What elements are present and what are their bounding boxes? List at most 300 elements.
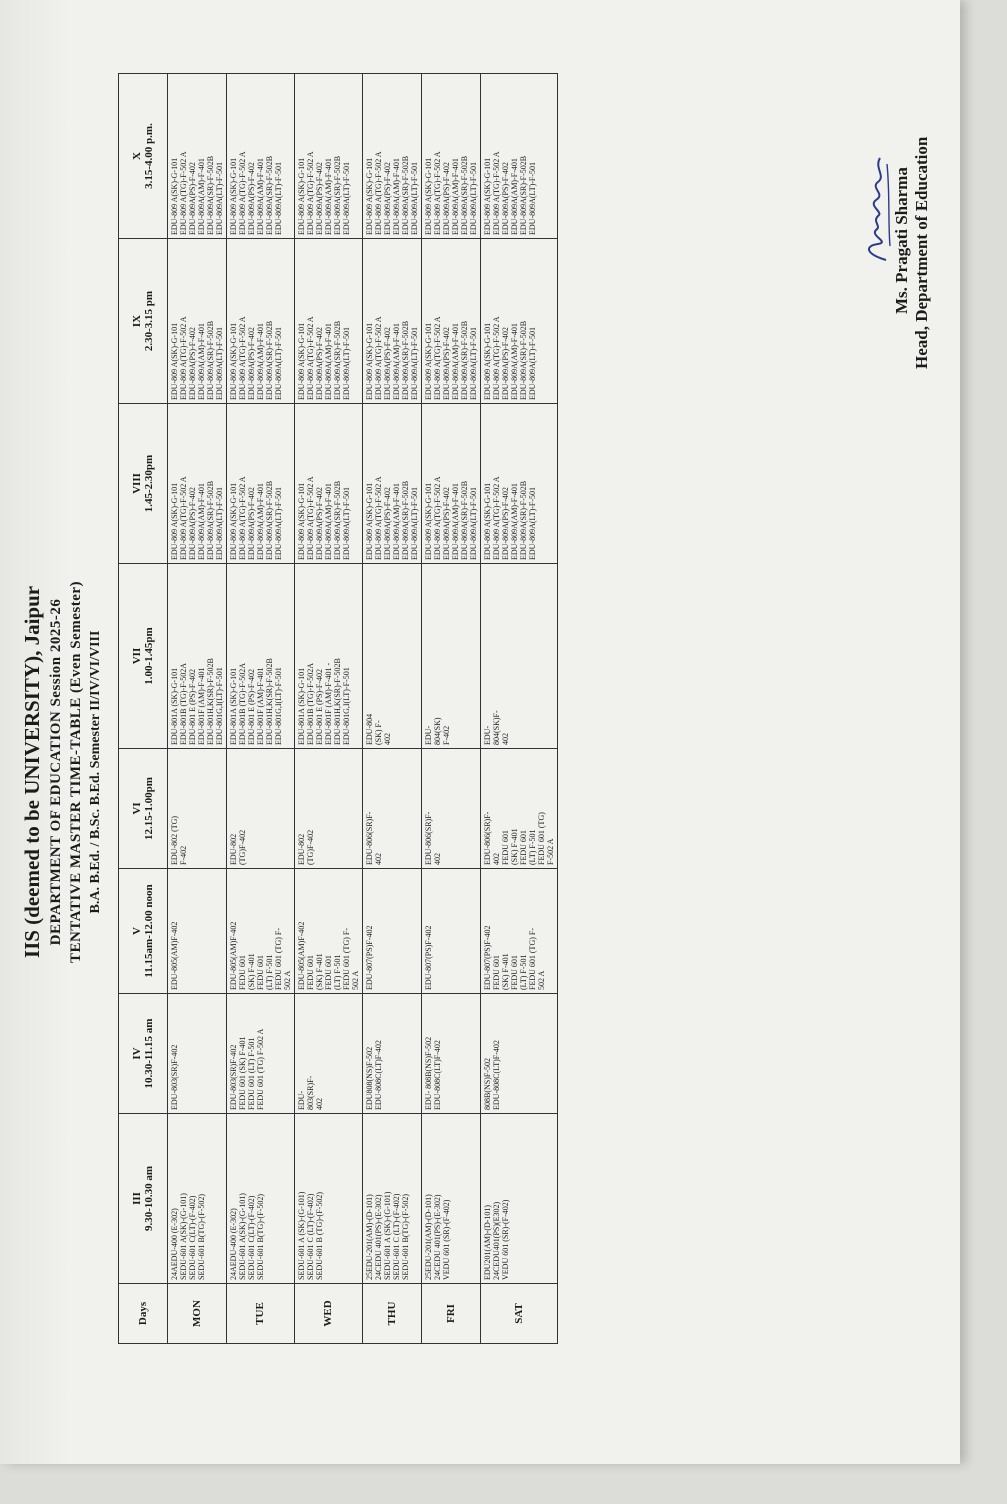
- schedule-entry: SEDU-601 B(TG)-(F-502): [197, 1194, 206, 1280]
- schedule-entry: EDU-807(PS)F-402: [424, 925, 433, 990]
- schedule-entry: EDU-809 A(SK)-G-101: [229, 322, 238, 400]
- schedule-entry: EDU-801G,I(LT)-F-501: [274, 667, 283, 745]
- schedule-entry: EDU-806(SR)F-: [424, 811, 433, 865]
- schedule-entry: SEDU-601 A (SK)-(G-101): [297, 1191, 306, 1280]
- schedule-entry: EDU-809 A(TG)-F-502 A: [492, 476, 501, 560]
- schedule-entry: 402: [433, 853, 442, 865]
- schedule-entry: EDU-809 A(SK)-G-101: [170, 322, 179, 400]
- schedule-entry: (LT) F-501: [265, 954, 274, 990]
- schedule-cell: [295, 239, 363, 404]
- schedule-entry: FEDU 601 (SK) F-401: [238, 1036, 247, 1110]
- schedule-entry: EDU-801H,K(SR)-F-502B: [265, 658, 274, 745]
- schedule-entry: FEDU 601 (TG): [537, 812, 546, 865]
- schedule-entry: EDU-809A(LT)-F-501: [528, 326, 537, 400]
- schedule-entry: EDU-809A(LT)-F-501: [342, 326, 351, 400]
- schedule-entry: EDU-801A (SK)-G-101: [170, 667, 179, 745]
- schedule-entry: EDU-809A(LT)-F-501: [410, 326, 419, 400]
- schedule-entry: EDU-802 (TG): [170, 815, 179, 865]
- day-cell: WED: [295, 1284, 363, 1344]
- schedule-entry: EDU-809A(LT)-F-501: [274, 326, 283, 400]
- schedule-entry: EDU-809A(AM)-F-401: [392, 323, 401, 400]
- schedule-entry: EDU-809A(SR)-F-502B: [519, 155, 528, 235]
- schedule-entry: EDU-801B (TG)-F-502A: [306, 663, 315, 745]
- schedule-entry: FEDU 601: [324, 955, 333, 990]
- schedule-cell: [295, 564, 363, 749]
- schedule-cell: [422, 404, 481, 564]
- day-cell: TUE: [227, 1284, 295, 1344]
- schedule-entry: EDU-809A(SR)-F-502B: [333, 320, 342, 400]
- timetable-body: [168, 74, 558, 1344]
- period-header: [119, 239, 168, 404]
- schedule-entry: (SK) F-401: [510, 828, 519, 865]
- schedule-entry: EDU-808C(LT)F-402: [433, 1040, 442, 1110]
- period-header: [119, 564, 168, 749]
- schedule-entry: EDU-809 A(SK)-G-101: [483, 482, 492, 560]
- schedule-entry: EDU-809A(PS)-F-402: [315, 487, 324, 560]
- header-row: [119, 74, 168, 1344]
- schedule-entry: FEDU 601 (TG) F-: [342, 928, 351, 990]
- schedule-entry: EDU-809 A(TG)-F-502 A: [374, 316, 383, 400]
- schedule-entry: EDU-809A(SR)-F-502B: [265, 480, 274, 560]
- schedule-entry: VEDU 601 (SR)-(F-402): [442, 1199, 451, 1280]
- schedule-entry: EDU-809 A(TG)-F-502 A: [433, 476, 442, 560]
- schedule-entry: (TG)F-402: [238, 829, 247, 865]
- schedule-entry: EDU-801H,K(SR)-F-502B: [206, 658, 215, 745]
- schedule-entry: EDU-809 A(TG)-F-502 A: [433, 316, 442, 400]
- schedule-cell: [422, 564, 481, 749]
- schedule-cell: [227, 869, 295, 994]
- schedule-entry: 24CEDU 401(PS)-(E-302): [433, 1194, 442, 1280]
- schedule-entry: EDU-805(AM)F-402: [170, 921, 179, 990]
- schedule-cell: [363, 239, 422, 404]
- timetable-title: TENTATIVE MASTER TIME-TABLE (Even Semester): [68, 580, 84, 964]
- schedule-entry: EDU-809A(SR)-F-502B: [519, 480, 528, 560]
- schedule-entry: EDU-809 A(SK)-G-101: [170, 157, 179, 235]
- schedule-entry: EDU-804: [365, 713, 374, 745]
- period-header: [119, 994, 168, 1114]
- schedule-entry: EDU-809A(PS)-F-402: [315, 162, 324, 235]
- programme-title: B.A. B.Ed. / B.Sc. B.Ed. Semester II/IV/VI/VIII: [88, 630, 103, 914]
- schedule-entry: EDU-809A(PS)-F-402: [442, 487, 451, 560]
- schedule-entry: VEDU 601 (SR)-(F-402): [501, 1199, 510, 1280]
- schedule-entry: SEDU-601 B(TG)-(F-502): [401, 1194, 410, 1280]
- schedule-entry: EDU-809 A(TG)-F-502 A: [179, 476, 188, 560]
- schedule-entry: EDU-809A(LT)-F-501: [342, 161, 351, 235]
- schedule-entry: EDU-809 A(TG)-F-502 A: [433, 151, 442, 235]
- schedule-entry: EDU-809A(SR)-F-502B: [333, 155, 342, 235]
- schedule-entry: EDU808(NS)F-502: [365, 1046, 374, 1110]
- schedule-entry: FEDU 601: [510, 955, 519, 990]
- schedule-entry: EDU-809A(PS)-F-402: [188, 162, 197, 235]
- schedule-entry: EDU-809A(AM)-F-401: [324, 158, 333, 235]
- schedule-entry: 804(SK)F-: [492, 710, 501, 745]
- schedule-entry: EDU-809A(LT)-F-501: [528, 161, 537, 235]
- schedule-entry: EDU-809 A(SK)-G-101: [365, 482, 374, 560]
- day-cell: MON: [168, 1284, 227, 1344]
- schedule-entry: EDU-809 A(TG)-F-502 A: [238, 316, 247, 400]
- schedule-entry: EDU-809A(AM)-F-401: [324, 483, 333, 560]
- signature-scrawl: [860, 154, 896, 264]
- schedule-cell: [295, 1114, 363, 1284]
- day-cell: THU: [363, 1284, 422, 1344]
- schedule-entry: EDU-809A(AM)-F-401: [197, 323, 206, 400]
- schedule-entry: 808B(NS)F-502: [483, 1057, 492, 1110]
- schedule-entry: SEDU-601 A(SK)-(G-101): [179, 1193, 188, 1280]
- schedule-entry: (SK) F-401: [501, 953, 510, 990]
- schedule-entry: EDU-809 A(SK)-G-101: [483, 322, 492, 400]
- schedule-entry: EDU-809 A(SK)-G-101: [483, 157, 492, 235]
- schedule-entry: EDU-809 A(TG)-F-502 A: [492, 151, 501, 235]
- schedule-entry: 24CEDU401(PS)(E302): [492, 1201, 501, 1280]
- schedule-entry: EDU-809 A(SK)-G-101: [424, 482, 433, 560]
- schedule-cell: [168, 994, 227, 1114]
- schedule-entry: EDU-809A(AM)-F-401: [256, 158, 265, 235]
- schedule-entry: SEDU-601 C(LT)-(F-402): [247, 1195, 256, 1280]
- schedule-cell: [363, 994, 422, 1114]
- day-cell: SAT: [481, 1284, 558, 1344]
- schedule-entry: EDU-809A(PS)-F-402: [383, 327, 392, 400]
- schedule-entry: EDU-809A(LT)-F-501: [215, 161, 224, 235]
- schedule-entry: EDU- 808B(NS)F-502: [424, 1036, 433, 1110]
- schedule-entry: EDU-805(AM)F-402: [229, 921, 238, 990]
- schedule-cell: [168, 239, 227, 404]
- schedule-entry: SEDU-601 C (LT)-(F-402): [306, 1193, 315, 1280]
- schedule-cell: [295, 994, 363, 1114]
- schedule-entry: EDU-809A(PS)-F-402: [442, 162, 451, 235]
- period-roman: IV: [131, 1047, 143, 1060]
- schedule-entry: 24CEDU 401(PS)-(E-302): [374, 1194, 383, 1280]
- schedule-entry: EDU-809A(AM)-F-401: [197, 483, 206, 560]
- schedule-entry: EDU-809A(LT)-F-501: [528, 486, 537, 560]
- schedule-entry: EDU-808C(LT)F-402: [492, 1040, 501, 1110]
- schedule-entry: (SK) F-401: [247, 953, 256, 990]
- schedule-entry: F-502 A: [546, 838, 555, 865]
- schedule-entry: EDU-809 A(SK)-G-101: [229, 157, 238, 235]
- schedule-entry: EDU-809A(LT)-F-501: [410, 486, 419, 560]
- schedule-entry: EDU-: [297, 1090, 306, 1110]
- schedule-entry: EDU-801B (TG)-F-502A: [238, 663, 247, 745]
- schedule-entry: EDU-809A(AM)-F-401: [510, 158, 519, 235]
- schedule-entry: EDU-809 A(TG)-F-502 A: [306, 151, 315, 235]
- schedule-entry: EDU-809A(PS)-F-402: [188, 487, 197, 560]
- schedule-entry: EDU-809A(PS)-F-402: [501, 327, 510, 400]
- table-row: [295, 74, 363, 1344]
- schedule-entry: SEDU-601 A(SK)-(G-101): [238, 1193, 247, 1280]
- signatory-name: Ms. Pragati Sharma: [892, 167, 911, 314]
- schedule-entry: EDU-809A(SR)-F-502B: [401, 320, 410, 400]
- schedule-cell: [481, 869, 558, 994]
- period-roman: IX: [131, 314, 143, 328]
- schedule-cell: [227, 994, 295, 1114]
- schedule-entry: EDU-809A(AM)-F-401: [451, 158, 460, 235]
- schedule-cell: [168, 564, 227, 749]
- schedule-cell: [481, 994, 558, 1114]
- signatory-role: Head, Department of Education: [912, 136, 931, 369]
- schedule-entry: SEDU-601 B(TG)-(F-502): [256, 1194, 265, 1280]
- timetable-grid: [118, 73, 558, 1344]
- schedule-cell: [227, 404, 295, 564]
- schedule-entry: EDU-809A(LT)-F-501: [215, 326, 224, 400]
- schedule-entry: EDU-809A(LT)-F-501: [469, 161, 478, 235]
- schedule-entry: SEDU-601 A (SK)-(G-101): [383, 1191, 392, 1280]
- schedule-entry: F-402: [442, 725, 451, 745]
- schedule-cell: [168, 74, 227, 239]
- schedule-entry: EDU-801H,K(SR)-F-502B: [333, 658, 342, 745]
- schedule-entry: (TG)F-402: [306, 829, 315, 865]
- schedule-entry: EDU-: [424, 725, 433, 745]
- schedule-entry: SEDU-601 C (LT)-(F-402): [392, 1193, 401, 1280]
- schedule-cell: [422, 749, 481, 869]
- schedule-entry: FEDU 601: [519, 830, 528, 865]
- schedule-cell: [227, 1114, 295, 1284]
- schedule-cell: [481, 1114, 558, 1284]
- schedule-entry: EDU-801 E (PS)-F-402: [315, 669, 324, 745]
- schedule-entry: EDU-809A(LT)-F-501: [215, 486, 224, 560]
- schedule-entry: EDU-809A(AM)-F-401: [510, 483, 519, 560]
- period-header: [119, 404, 168, 564]
- schedule-entry: EDU-809A(PS)-F-402: [315, 327, 324, 400]
- schedule-entry: EDU-809A(PS)-F-402: [501, 162, 510, 235]
- schedule-entry: FEDU 601: [492, 955, 501, 990]
- schedule-entry: EDU-809 A(TG)-F-502 A: [374, 476, 383, 560]
- schedule-entry: EDU-809 A(SK)-G-101: [297, 322, 306, 400]
- schedule-entry: EDU-801 E (PS)-F-402: [188, 669, 197, 745]
- period-time: 11.15am-12.00 noon: [143, 884, 155, 978]
- schedule-cell: [363, 869, 422, 994]
- schedule-cell: [422, 994, 481, 1114]
- schedule-entry: EDU-809A(PS)-F-402: [501, 487, 510, 560]
- schedule-cell: [481, 404, 558, 564]
- schedule-entry: EDU-809A(LT)-F-501: [410, 161, 419, 235]
- schedule-entry: 25EDU-201(AM)-(D-101): [365, 1194, 374, 1280]
- period-roman: VIII: [131, 473, 143, 494]
- schedule-entry: EDU-809A(AM)-F-401: [451, 483, 460, 560]
- schedule-entry: EDU-: [483, 725, 492, 745]
- schedule-entry: EDU-809A(PS)-F-402: [383, 487, 392, 560]
- schedule-cell: [295, 749, 363, 869]
- period-time: 2.30-3.15 pm: [143, 290, 155, 352]
- period-time: 1.45-2.30pm: [143, 454, 155, 513]
- schedule-entry: EDU-809 A(TG)-F-502 A: [374, 151, 383, 235]
- department-title: DEPARTMENT OF EDUCATION Session 2025-26: [48, 598, 64, 946]
- period-time: 9.30-10.30 am: [143, 1165, 155, 1232]
- schedule-entry: (SK) F-401: [315, 953, 324, 990]
- schedule-entry: EDU-809A(AM)-F-401: [451, 323, 460, 400]
- schedule-entry: FEDU 601: [501, 830, 510, 865]
- schedule-entry: 502 A: [351, 970, 360, 990]
- schedule-entry: EDU-809 A(TG)-F-502 A: [179, 316, 188, 400]
- schedule-entry: EDU-801G,I(LT)-F-501: [215, 667, 224, 745]
- schedule-cell: [363, 1114, 422, 1284]
- schedule-entry: 502 A: [283, 970, 292, 990]
- schedule-entry: EDU-803(SR)F-402: [170, 1044, 179, 1110]
- schedule-entry: EDU-809A(AM)-F-401: [510, 323, 519, 400]
- schedule-entry: EDU-809A(LT)-F-501: [469, 486, 478, 560]
- schedule-cell: [481, 564, 558, 749]
- schedule-entry: FEDU 601: [256, 955, 265, 990]
- schedule-entry: EDU-809A(AM)-F-401: [256, 483, 265, 560]
- schedule-entry: EDU-809A(PS)-F-402: [247, 487, 256, 560]
- schedule-entry: EDU-809 A(TG)-F-502 A: [238, 151, 247, 235]
- schedule-entry: EDU-809A(PS)-F-402: [247, 162, 256, 235]
- schedule-entry: EDU-809A(PS)-F-402: [188, 327, 197, 400]
- schedule-entry: EDU-809 A(TG)-F-502 A: [306, 476, 315, 560]
- schedule-entry: EDU-801F (AM)-F-401: [197, 667, 206, 745]
- schedule-entry: 25EDU-201(AM)-(D-101): [424, 1194, 433, 1280]
- schedule-entry: 402: [315, 1098, 324, 1110]
- schedule-entry: EDU-806(SR)F-: [365, 811, 374, 865]
- schedule-entry: EDU-809A(SR)-F-502B: [265, 155, 274, 235]
- schedule-cell: [363, 564, 422, 749]
- schedule-entry: FEDU 601 (TG) F-: [274, 928, 283, 990]
- schedule-entry: EDU-801A (SK)-G-101: [297, 667, 306, 745]
- schedule-entry: EDU-801A (SK)-G-101: [229, 667, 238, 745]
- schedule-cell: [168, 1114, 227, 1284]
- period-time: 10.30-11.15 am: [143, 1018, 155, 1089]
- period-roman: X: [131, 152, 143, 160]
- schedule-entry: FEDU 601: [306, 955, 315, 990]
- schedule-entry: EDU-809A(SR)-F-502B: [401, 155, 410, 235]
- schedule-entry: EDU-809A(SR)-F-502B: [460, 320, 469, 400]
- schedule-entry: EDU-809A(PS)-F-402: [247, 327, 256, 400]
- schedule-cell: [363, 74, 422, 239]
- table-row: [363, 74, 422, 1344]
- schedule-entry: EDU-809 A(SK)-G-101: [297, 482, 306, 560]
- schedule-entry: 804(SK): [433, 717, 442, 745]
- schedule-cell: [295, 74, 363, 239]
- schedule-cell: [295, 404, 363, 564]
- schedule-entry: EDU-808C(LT)F-402: [374, 1040, 383, 1110]
- schedule-entry: EDU-809A(SR)-F-502B: [206, 320, 215, 400]
- schedule-entry: EDU-809 A(TG)-F-502 A: [179, 151, 188, 235]
- table-row: [481, 74, 558, 1344]
- schedule-entry: EDU-809 A(SK)-G-101: [297, 157, 306, 235]
- institution-title: IIS (deemed to be UNIVERSITY), Jaipur: [20, 585, 44, 959]
- schedule-entry: F-402: [179, 845, 188, 865]
- schedule-entry: 402: [383, 733, 392, 745]
- days-header: Days: [119, 1284, 168, 1344]
- schedule-entry: EDU-801G,I(LT)-F-501: [342, 667, 351, 745]
- period-header: [119, 74, 168, 239]
- schedule-entry: EDU-809 A(SK)-G-101: [365, 322, 374, 400]
- schedule-cell: [168, 404, 227, 564]
- period-roman: III: [131, 1192, 143, 1205]
- schedule-entry: (SK) F-: [374, 720, 383, 745]
- schedule-cell: [227, 74, 295, 239]
- schedule-entry: FEDU 601 (TG) F-502 A: [256, 1028, 265, 1110]
- schedule-entry: EDU-809 A(SK)-G-101: [229, 482, 238, 560]
- schedule-entry: EDU-809A(SR)-F-502B: [333, 480, 342, 560]
- schedule-entry: (LT) F-501: [528, 829, 537, 865]
- period-header: [119, 1114, 168, 1284]
- schedule-entry: 402: [374, 853, 383, 865]
- period-time: 3.15-4.00 p.m.: [143, 123, 155, 189]
- schedule-cell: [481, 239, 558, 404]
- day-cell: FRI: [422, 1284, 481, 1344]
- schedule-cell: [168, 749, 227, 869]
- period-roman: V: [131, 927, 143, 935]
- schedule-entry: EDU-809A(LT)-F-501: [274, 486, 283, 560]
- schedule-entry: 402: [492, 853, 501, 865]
- schedule-entry: 402: [501, 733, 510, 745]
- schedule-entry: EDU-809A(LT)-F-501: [342, 486, 351, 560]
- schedule-entry: EDU-809 A(TG)-F-502 A: [306, 316, 315, 400]
- schedule-entry: EDU-809 A(TG)-F-502 A: [492, 316, 501, 400]
- period-time: 1.00-1.45pm: [143, 627, 155, 685]
- schedule-entry: EDU-809A(SR)-F-502B: [265, 320, 274, 400]
- schedule-entry: EDU-809A(AM)-F-401: [197, 158, 206, 235]
- schedule-cell: [363, 404, 422, 564]
- schedule-entry: 24AEDU-400 (E-302): [229, 1208, 238, 1280]
- schedule-cell: [481, 749, 558, 869]
- period-time: 12.15-1.00pm: [143, 777, 155, 840]
- schedule-cell: [227, 564, 295, 749]
- schedule-entry: EDU-809A(LT)-F-501: [469, 326, 478, 400]
- schedule-entry: EDU-809A(AM)-F-401: [392, 483, 401, 560]
- schedule-entry: SEDU-601 C(LT)-(F-402): [188, 1195, 197, 1280]
- schedule-entry: EDU-809A(AM)-F-401: [256, 323, 265, 400]
- period-header: [119, 749, 168, 869]
- schedule-entry: EDU-803(SR)F-402: [229, 1044, 238, 1110]
- schedule-cell: [168, 869, 227, 994]
- period-roman: VII: [131, 647, 143, 665]
- schedule-entry: FEDU 601 (TG) F-: [528, 928, 537, 990]
- schedule-entry: EDU-809 A(SK)-G-101: [170, 482, 179, 560]
- schedule-entry: (LT) F-501: [519, 954, 528, 990]
- schedule-entry: EDU-809A(SR)-F-502B: [206, 480, 215, 560]
- schedule-entry: EDU-802: [229, 833, 238, 865]
- schedule-cell: [227, 239, 295, 404]
- schedule-entry: EDU-809A(SR)-F-502B: [206, 155, 215, 235]
- schedule-entry: EDU-809A(PS)-F-402: [383, 162, 392, 235]
- schedule-entry: EDU-809A(AM)-F-401: [324, 323, 333, 400]
- schedule-entry: EDU-801 E (PS)-F-402: [247, 669, 256, 745]
- schedule-cell: [481, 74, 558, 239]
- schedule-entry: EDU-805(AM)F-402: [297, 921, 306, 990]
- schedule-cell: [422, 1114, 481, 1284]
- schedule-entry: (LT) F-501: [333, 954, 342, 990]
- schedule-cell: [422, 869, 481, 994]
- schedule-entry: FEDU 601 (LT) F-501: [247, 1037, 256, 1110]
- table-row: [422, 74, 481, 1344]
- schedule-entry: 502 A: [537, 970, 546, 990]
- period-roman: VI: [131, 802, 143, 815]
- schedule-entry: EDU-809A(LT)-F-501: [274, 161, 283, 235]
- schedule-entry: EDU-801F (AM)-F-401 -: [324, 662, 333, 745]
- period-header: [119, 869, 168, 994]
- schedule-cell: [227, 749, 295, 869]
- schedule-cell: [422, 74, 481, 239]
- schedule-entry: EDU-807(PS)F-402: [365, 925, 374, 990]
- schedule-entry: EDU-802: [297, 833, 306, 865]
- schedule-entry: EDU-809 A(SK)-G-101: [424, 322, 433, 400]
- schedule-entry: SEDU-601 B (TG)-(F-502): [315, 1192, 324, 1280]
- table-row: [168, 74, 227, 1344]
- schedule-entry: EDU-809 A(TG)-F-502 A: [238, 476, 247, 560]
- schedule-entry: EDU-809A(SR)-F-502B: [401, 480, 410, 560]
- schedule-entry: EDU-807(PS)F-402: [483, 925, 492, 990]
- schedule-cell: [422, 239, 481, 404]
- schedule-entry: EDU-809A(SR)-F-502B: [519, 320, 528, 400]
- schedule-entry: 24AEDU-400 (E-302): [170, 1208, 179, 1280]
- schedule-entry: EDU-809A(SR)-F-502B: [460, 480, 469, 560]
- schedule-entry: EDU-809A(PS)-F-402: [442, 327, 451, 400]
- schedule-entry: EDU-809A(SR)-F-502B: [460, 155, 469, 235]
- table-row: [227, 74, 295, 1344]
- schedule-entry: EDU-806(SR)F-: [483, 811, 492, 865]
- schedule-entry: FEDU 601: [238, 955, 247, 990]
- schedule-entry: EDU201(AM)-(D-101): [483, 1204, 492, 1280]
